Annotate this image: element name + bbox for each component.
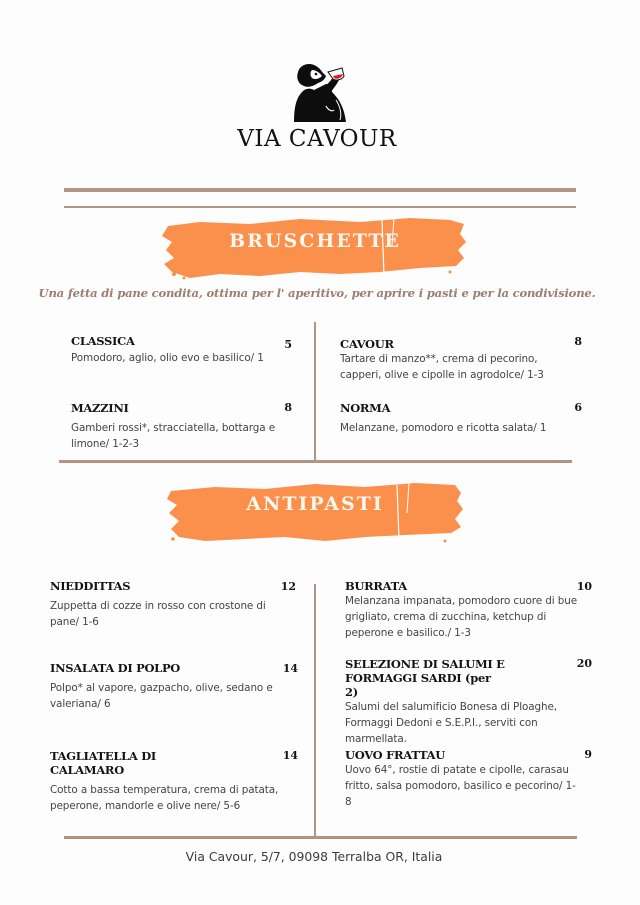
item-description: Uovo 64°, rostie di patate e cipolle, carasau fritto, salsa pomodoro, basilico e pecorino/ 1-8: [345, 764, 576, 808]
section-title-antipasti: ANTIPASTI: [246, 493, 384, 515]
item-name: TAGLIATELLA DI CALAMARO: [50, 749, 157, 777]
item-name: NIEDDITTAS: [50, 579, 131, 593]
bruschette-subtitle: Una fetta di pane condita, ottima per l' aperitivo, per aprire i pasti e per la condivisione.: [38, 286, 596, 300]
item-description: Polpo* al vapore, gazpacho, olive, sedano e valeriana/ 6: [50, 682, 273, 710]
menu-item-selezione-salumi-formaggi: [345, 657, 570, 747]
antipasti-column-divider: [314, 584, 316, 838]
logo-man-drinking-wine-icon: [288, 62, 348, 124]
item-price: 20: [576, 657, 592, 670]
item-description: Pomodoro, aglio, olio evo e basilico/ 1: [71, 352, 264, 364]
menu-item-burrata: [345, 579, 580, 641]
menu-item-tagliatella-di-calamaro: [50, 749, 290, 814]
item-price: 14: [282, 749, 298, 762]
bruschette-bottom-divider: [59, 460, 572, 463]
section-banner-bruschette: [160, 216, 470, 280]
menu-item-mazzini: [71, 401, 296, 452]
menu-item-nieddittas: [50, 579, 285, 630]
item-description: Tartare di manzo**, crema di pecorino, capperi, olive e cipolle in agrodolce/ 1-3: [340, 353, 544, 381]
menu-item-insalata-di-polpo: [50, 661, 285, 712]
item-price: 8: [574, 335, 582, 348]
footer-address: Via Cavour, 5/7, 09098 Terralba OR, Italia: [185, 849, 443, 864]
menu-item-cavour: [340, 337, 565, 383]
item-price: 6: [574, 401, 582, 414]
bruschette-column-divider: [314, 322, 316, 462]
item-price: 5: [284, 338, 292, 351]
item-price: 10: [576, 580, 592, 593]
item-name: INSALATA DI POLPO: [50, 661, 181, 675]
menu-item-classica: [71, 334, 296, 366]
item-description: Zuppetta di cozze in rosso con crostone di pane/ 1-6: [50, 600, 266, 628]
top-divider-thick: [64, 188, 576, 192]
item-name: NORMA: [340, 401, 391, 415]
menu-item-norma: [340, 401, 580, 436]
item-name: MAZZINI: [71, 401, 129, 415]
section-title-bruschette: BRUSCHETTE: [229, 230, 401, 252]
item-name: UOVO FRATTAU: [345, 748, 446, 762]
item-description: Gamberi rossi*, stracciatella, bottarga e limone/ 1-2-3: [71, 422, 276, 450]
item-description: Cotto a bassa temperatura, crema di patata, peperone, mandorle e olive nere/ 5-6: [50, 784, 279, 812]
item-name: BURRATA: [345, 579, 407, 593]
item-description: Melanzane, pomodoro e ricotta salata/ 1: [340, 422, 547, 434]
item-price: 8: [284, 401, 292, 414]
item-name: CAVOUR: [340, 337, 394, 351]
item-price: 9: [584, 748, 592, 761]
antipasti-bottom-divider: [64, 836, 577, 839]
item-name: CLASSICA: [71, 334, 135, 348]
item-price: 12: [280, 580, 296, 593]
top-divider-thin: [64, 206, 576, 208]
restaurant-name: VIA CAVOUR: [237, 126, 397, 152]
section-banner-antipasti: [165, 479, 465, 545]
item-description: Melanzana impanata, pomodoro cuore di bue grigliato, crema di zucchina, ketchup di peperone e basilico./ 1-3: [345, 595, 577, 639]
menu-item-uovo-frattau: [345, 748, 580, 810]
item-price: 14: [282, 662, 298, 675]
item-description: Salumi del salumificio Bonesa di Ploaghe, Formaggi Dedoni e S.E.P.I., serviti con marmellata.: [345, 701, 557, 745]
item-name: SELEZIONE DI SALUMI E FORMAGGI SARDI (per 2): [345, 657, 505, 699]
